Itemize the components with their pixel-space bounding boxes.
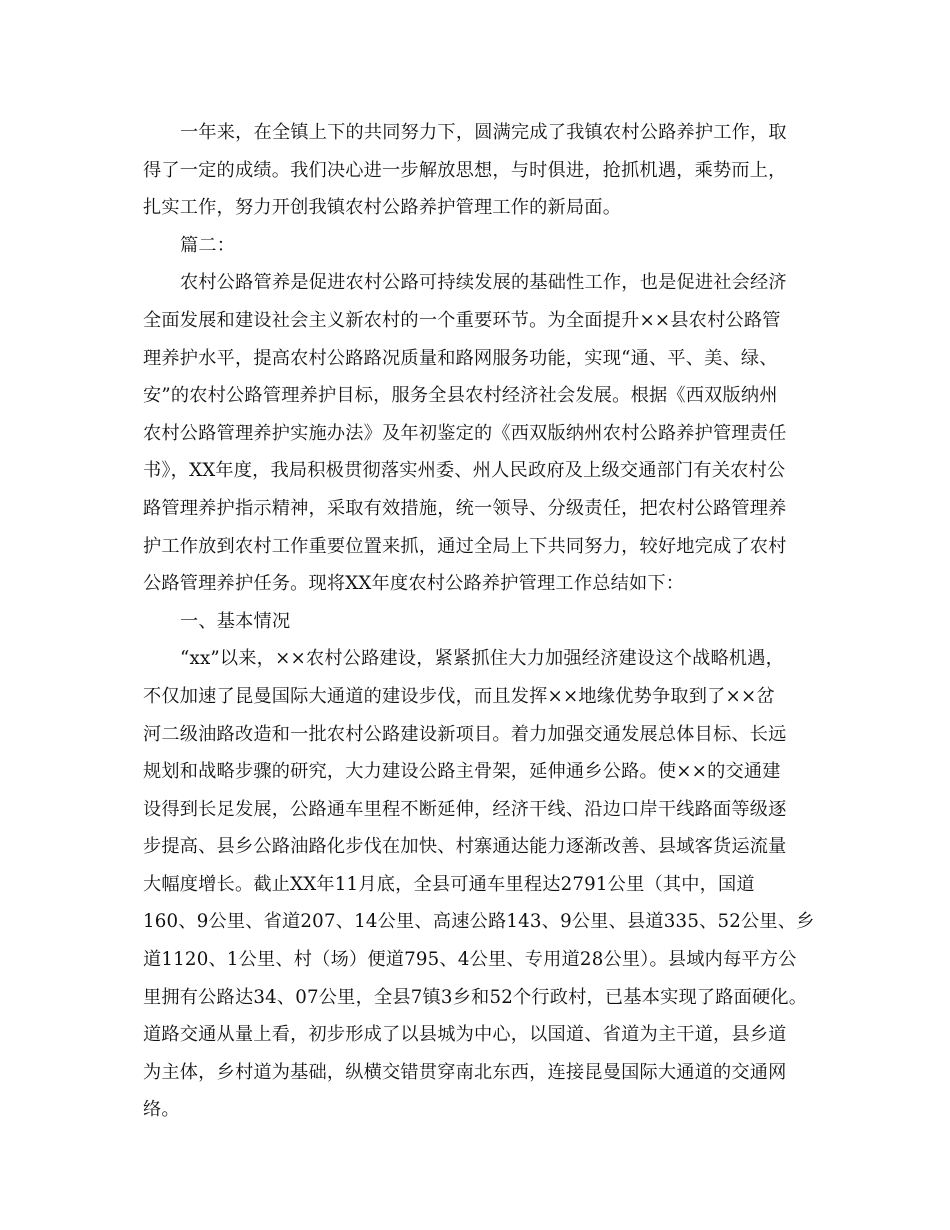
- line-text: 道1120、1公里、村（场）便道795、4公里、专用道28公里）。县域内每平方公: [143, 949, 797, 971]
- text-line: [143, 377, 823, 415]
- text-line: [143, 828, 823, 866]
- text-line: [143, 678, 823, 716]
- text-line: [143, 302, 823, 340]
- line-text: 大幅度增长。截止XX年11月底，全县可通车里程达2791公里（其中，国道: [143, 873, 755, 895]
- text-line: [143, 264, 823, 302]
- line-text: 书》，XX年度，我局积极贯彻落实州委、州人民政府及上级交通部门有关农村公: [143, 460, 786, 482]
- text-line: [143, 640, 823, 678]
- line-text: 160、9公里、省道207、14公里、高速公路143、9公里、县道335、52公里、乡: [143, 911, 815, 933]
- text-line: [143, 452, 823, 490]
- line-text: 路管理养护指示精神，采取有效措施，统一领导、分级责任，把农村公路管理养: [143, 497, 787, 519]
- line-text: 扎实工作，努力开创我镇农村公路养护管理工作的新局面。: [143, 197, 622, 219]
- line-text: 规划和战略步骤的研究，大力建设公路主骨架，延伸通乡公路。使××的交通建: [143, 761, 781, 783]
- text-line: [143, 716, 823, 754]
- text-line: [143, 528, 823, 566]
- text-line: [143, 189, 823, 227]
- text-line: [143, 415, 823, 453]
- text-line: [143, 340, 823, 378]
- line-text: 公路管理养护任务。现将XX年度农村公路养护管理工作总结如下：: [143, 573, 685, 595]
- line-text: 为主体，乡村道为基础，纵横交错贯穿南北东西，连接昆曼国际大通道的交通网: [143, 1061, 787, 1083]
- line-text: 理养护水平，提高农村公路路况质量和路网服务功能，实现“通、平、美、绿、: [143, 347, 778, 369]
- line-text: 安”的农村公路管理养护目标，服务全县农村经济社会发展。根据《西双版纳州: [143, 385, 778, 407]
- text-line: [143, 1054, 823, 1092]
- line-text: 不仅加速了昆曼国际大通道的建设步伐，而且发挥××地缘优势争取到了××岔: [143, 685, 775, 707]
- line-text: “xx”以来，××农村公路建设，紧紧抓住大力加强经济建设这个战略机遇，: [180, 648, 785, 670]
- text-line: [143, 1016, 823, 1054]
- line-text: 篇二：: [180, 234, 236, 256]
- text-line: [143, 753, 823, 791]
- line-text: 步提高、县乡公路油路化步伐在加快、村寨通达能力逐渐改善、县域客货运流量: [143, 836, 787, 858]
- line-text: 络。: [143, 1099, 180, 1121]
- text-line: [143, 791, 823, 829]
- document-body: [143, 114, 823, 1129]
- section-heading: [143, 603, 823, 641]
- text-line: [143, 979, 823, 1017]
- line-text: 护工作放到农村工作重要位置来抓，通过全局上下共同努力，较好地完成了农村: [143, 535, 787, 557]
- text-line: [143, 114, 823, 152]
- text-line: [143, 565, 823, 603]
- text-line: [143, 903, 823, 941]
- line-text: 农村公路管养是促进农村公路可持续发展的基础性工作，也是促进社会经济: [180, 272, 787, 294]
- line-text: 农村公路管理养护实施办法》及年初鉴定的《西双版纳州农村公路养护管理责任: [143, 422, 787, 444]
- section-heading: [143, 227, 823, 265]
- text-line: [143, 490, 823, 528]
- line-text: 设得到长足发展，公路通车里程不断延伸，经济干线、沿边口岸干线路面等级逐: [143, 798, 787, 820]
- line-text: 里拥有公路达34、07公里，全县7镇3乡和52个行政村，已基本实现了路面硬化。: [143, 986, 808, 1008]
- line-text: 一、基本情况: [180, 610, 291, 632]
- line-text: 道路交通从量上看，初步形成了以县城为中心，以国道、省道为主干道，县乡道: [143, 1024, 787, 1046]
- line-text: 一年来，在全镇上下的共同努力下，圆满完成了我镇农村公路养护工作，取: [180, 122, 787, 143]
- text-line: [143, 941, 823, 979]
- text-line: [143, 1091, 823, 1129]
- line-text: 河二级油路改造和一批农村公路建设新项目。着力加强交通发展总体目标、长远: [143, 723, 787, 745]
- line-text: 全面发展和建设社会主义新农村的一个重要环节。为全面提升××县农村公路管: [143, 309, 781, 331]
- line-text: 得了一定的成绩。我们决心进一步解放思想，与时俱进，抢抓机遇，乘势而上，: [143, 159, 787, 181]
- text-line: [143, 152, 823, 190]
- text-line: [143, 866, 823, 904]
